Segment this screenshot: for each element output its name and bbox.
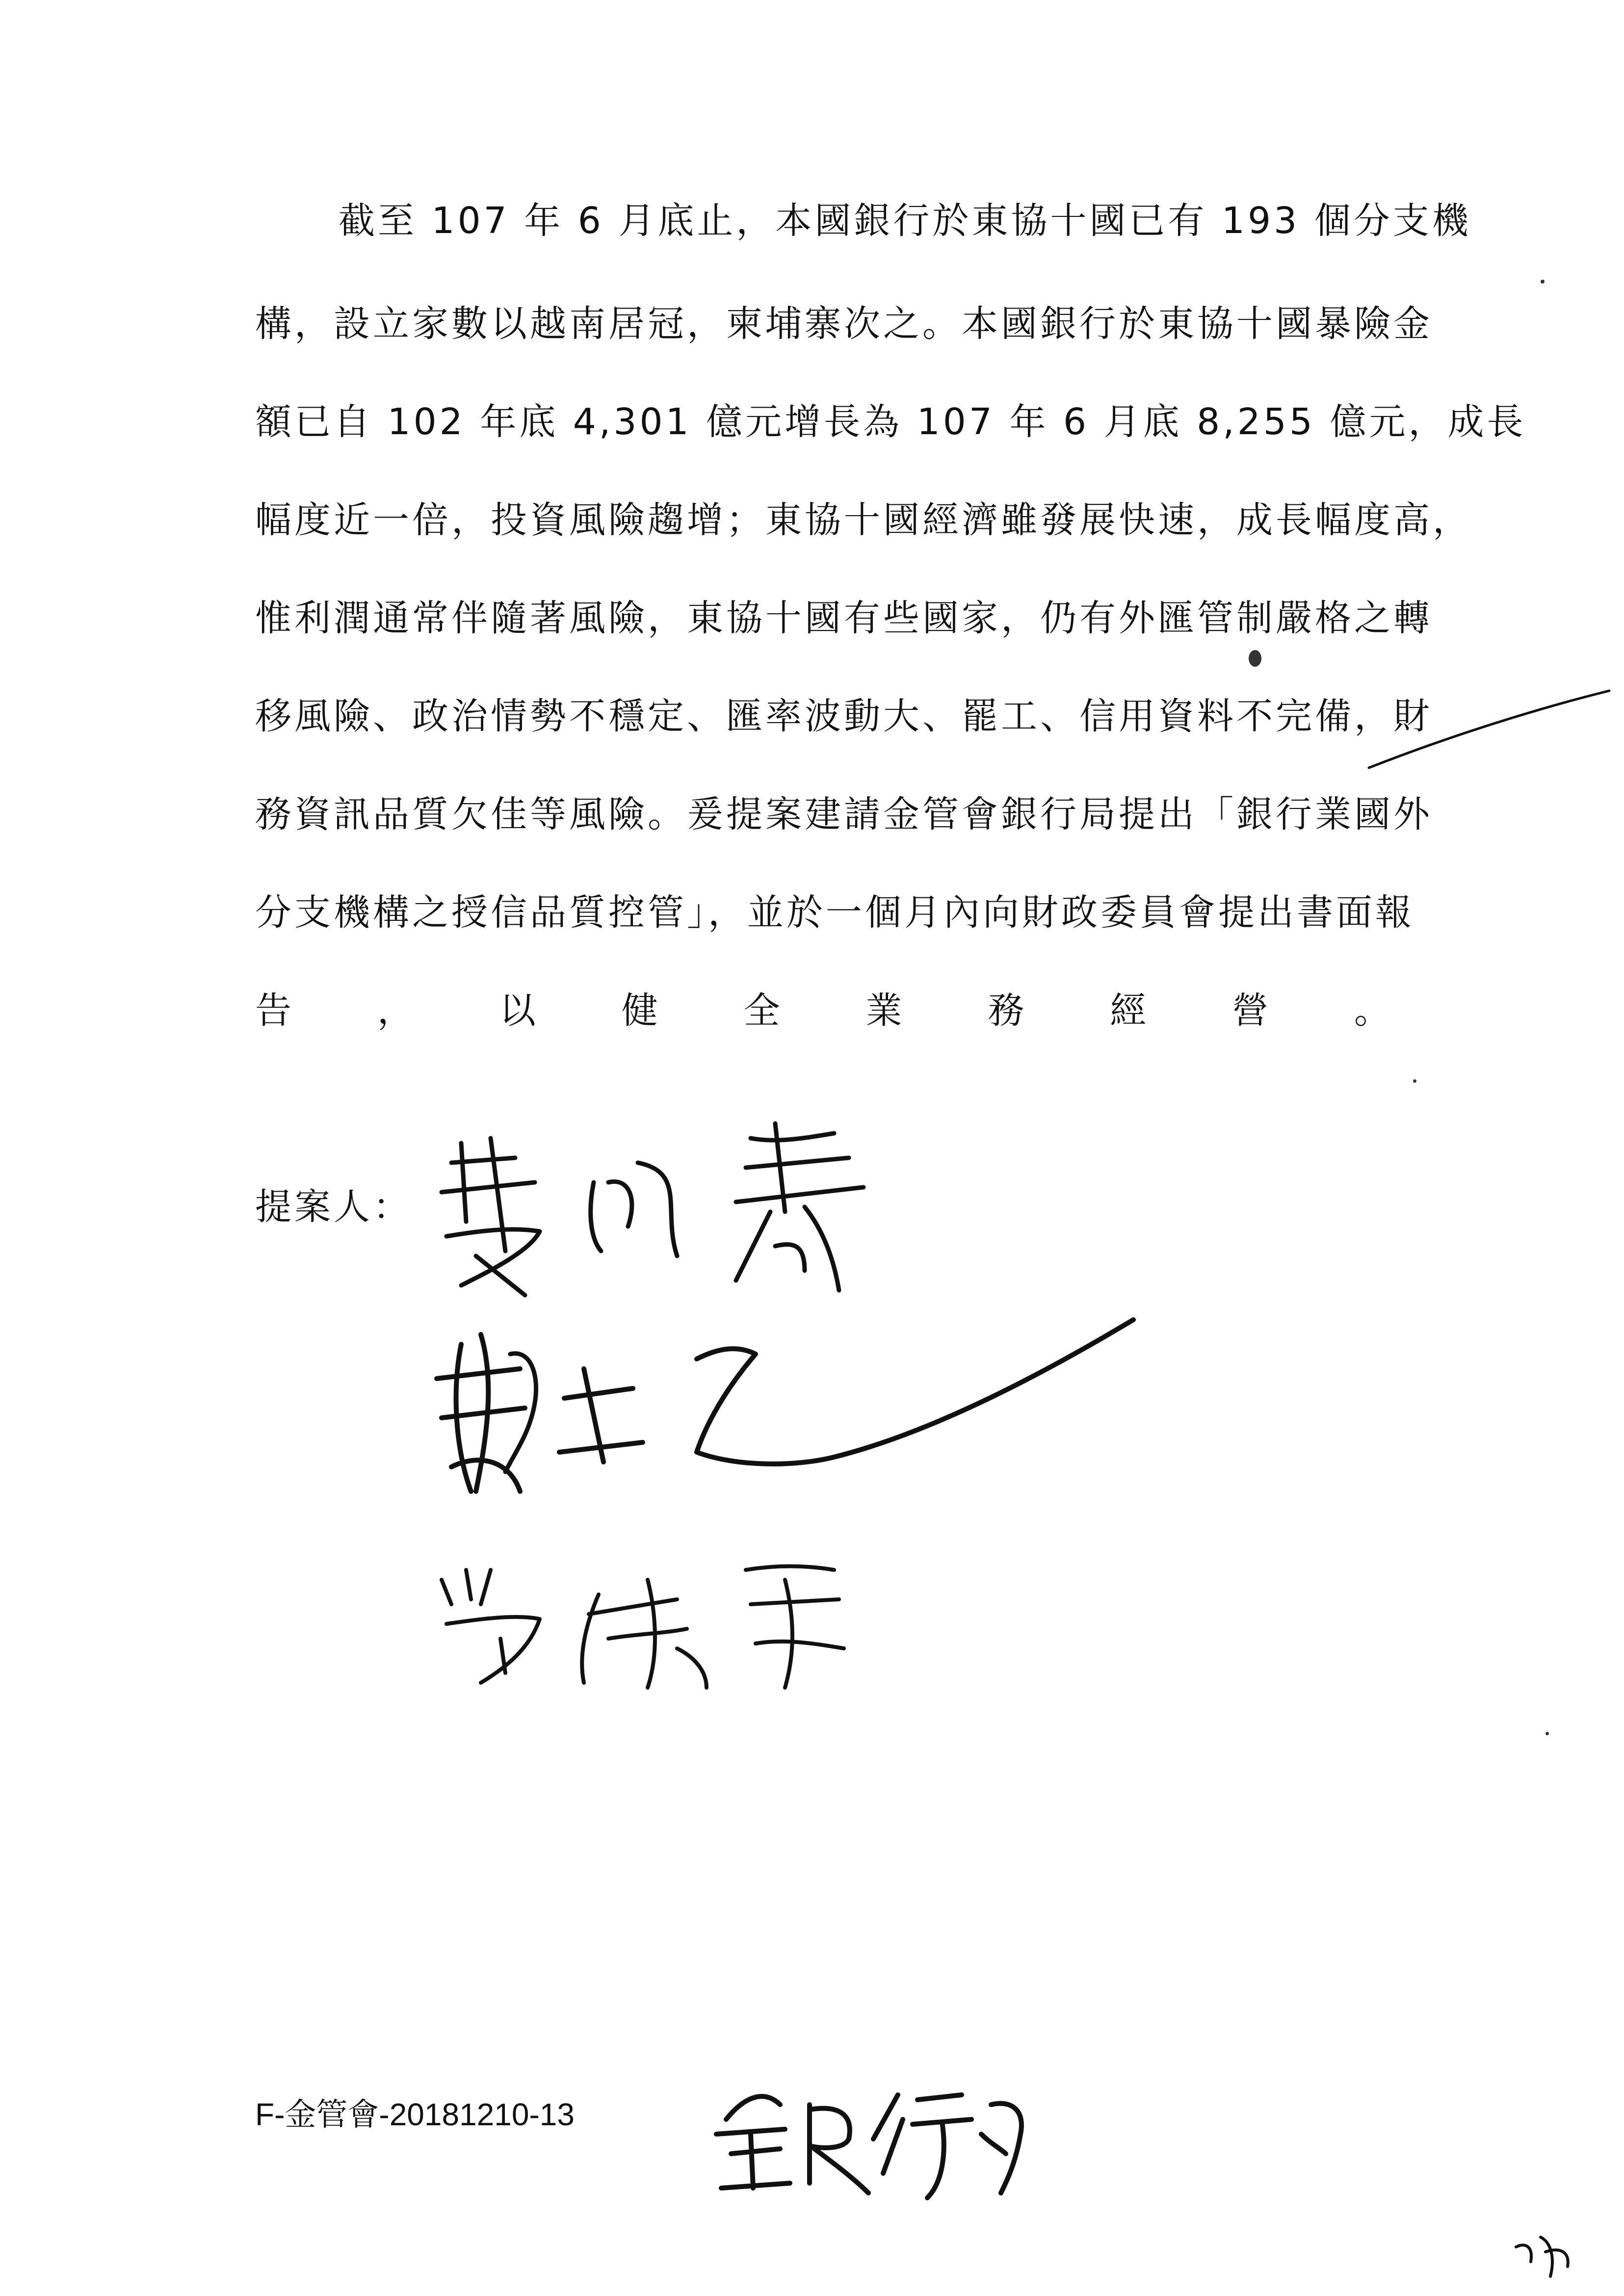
body-line-8: 分支機構之授信品質控管」，並於一個月內向財政委員會提出書面報 <box>255 891 1414 934</box>
signature-3 <box>432 1550 883 1693</box>
body-line-6: 移風險、政治情勢不穩定、匯率波動大、罷工、信用資料不完備，財 <box>255 695 1433 737</box>
body-line-2: 構，設立家數以越南居冠，柬埔寨次之。本國銀行於東協十國暴險金 <box>255 303 1433 345</box>
signature-1 <box>432 1123 932 1305</box>
signature-2 <box>422 1305 1256 1511</box>
page-mark-handwritten <box>1511 2227 1580 2281</box>
scan-speck <box>1545 1732 1549 1735</box>
document-id: F-金管會-20181210-13 <box>255 2097 575 2132</box>
scan-speck <box>1249 650 1261 667</box>
body-line-3: 額已自 102 年底 4,301 億元增長為 107 年 6 月底 8,255 億元，成長 <box>255 401 1526 443</box>
scan-speck <box>1413 1079 1416 1083</box>
stamp-handwriting-bank-bureau <box>707 2075 1040 2208</box>
proposer-label: 提案人： <box>255 1186 412 1228</box>
body-line-7: 務資訊品質欠佳等風險。爰提案建請金管會銀行局提出「銀行業國外 <box>255 793 1433 835</box>
body-line-5: 惟利潤通常伴隨著風險，東協十國有些國家，仍有外匯管制嚴格之轉 <box>255 597 1433 639</box>
scan-speck <box>1541 280 1545 284</box>
stray-pen-line <box>1364 682 1619 780</box>
body-line-4: 幅度近一倍，投資風險趨增；東協十國經濟雖發展快速，成長幅度高， <box>255 499 1472 541</box>
body-line-1: 截至 107 年 6 月底止，本國銀行於東協十國已有 193 個分支機 <box>339 200 1471 242</box>
body-line-9: 告，以健全業務經營。 <box>255 990 1393 1032</box>
